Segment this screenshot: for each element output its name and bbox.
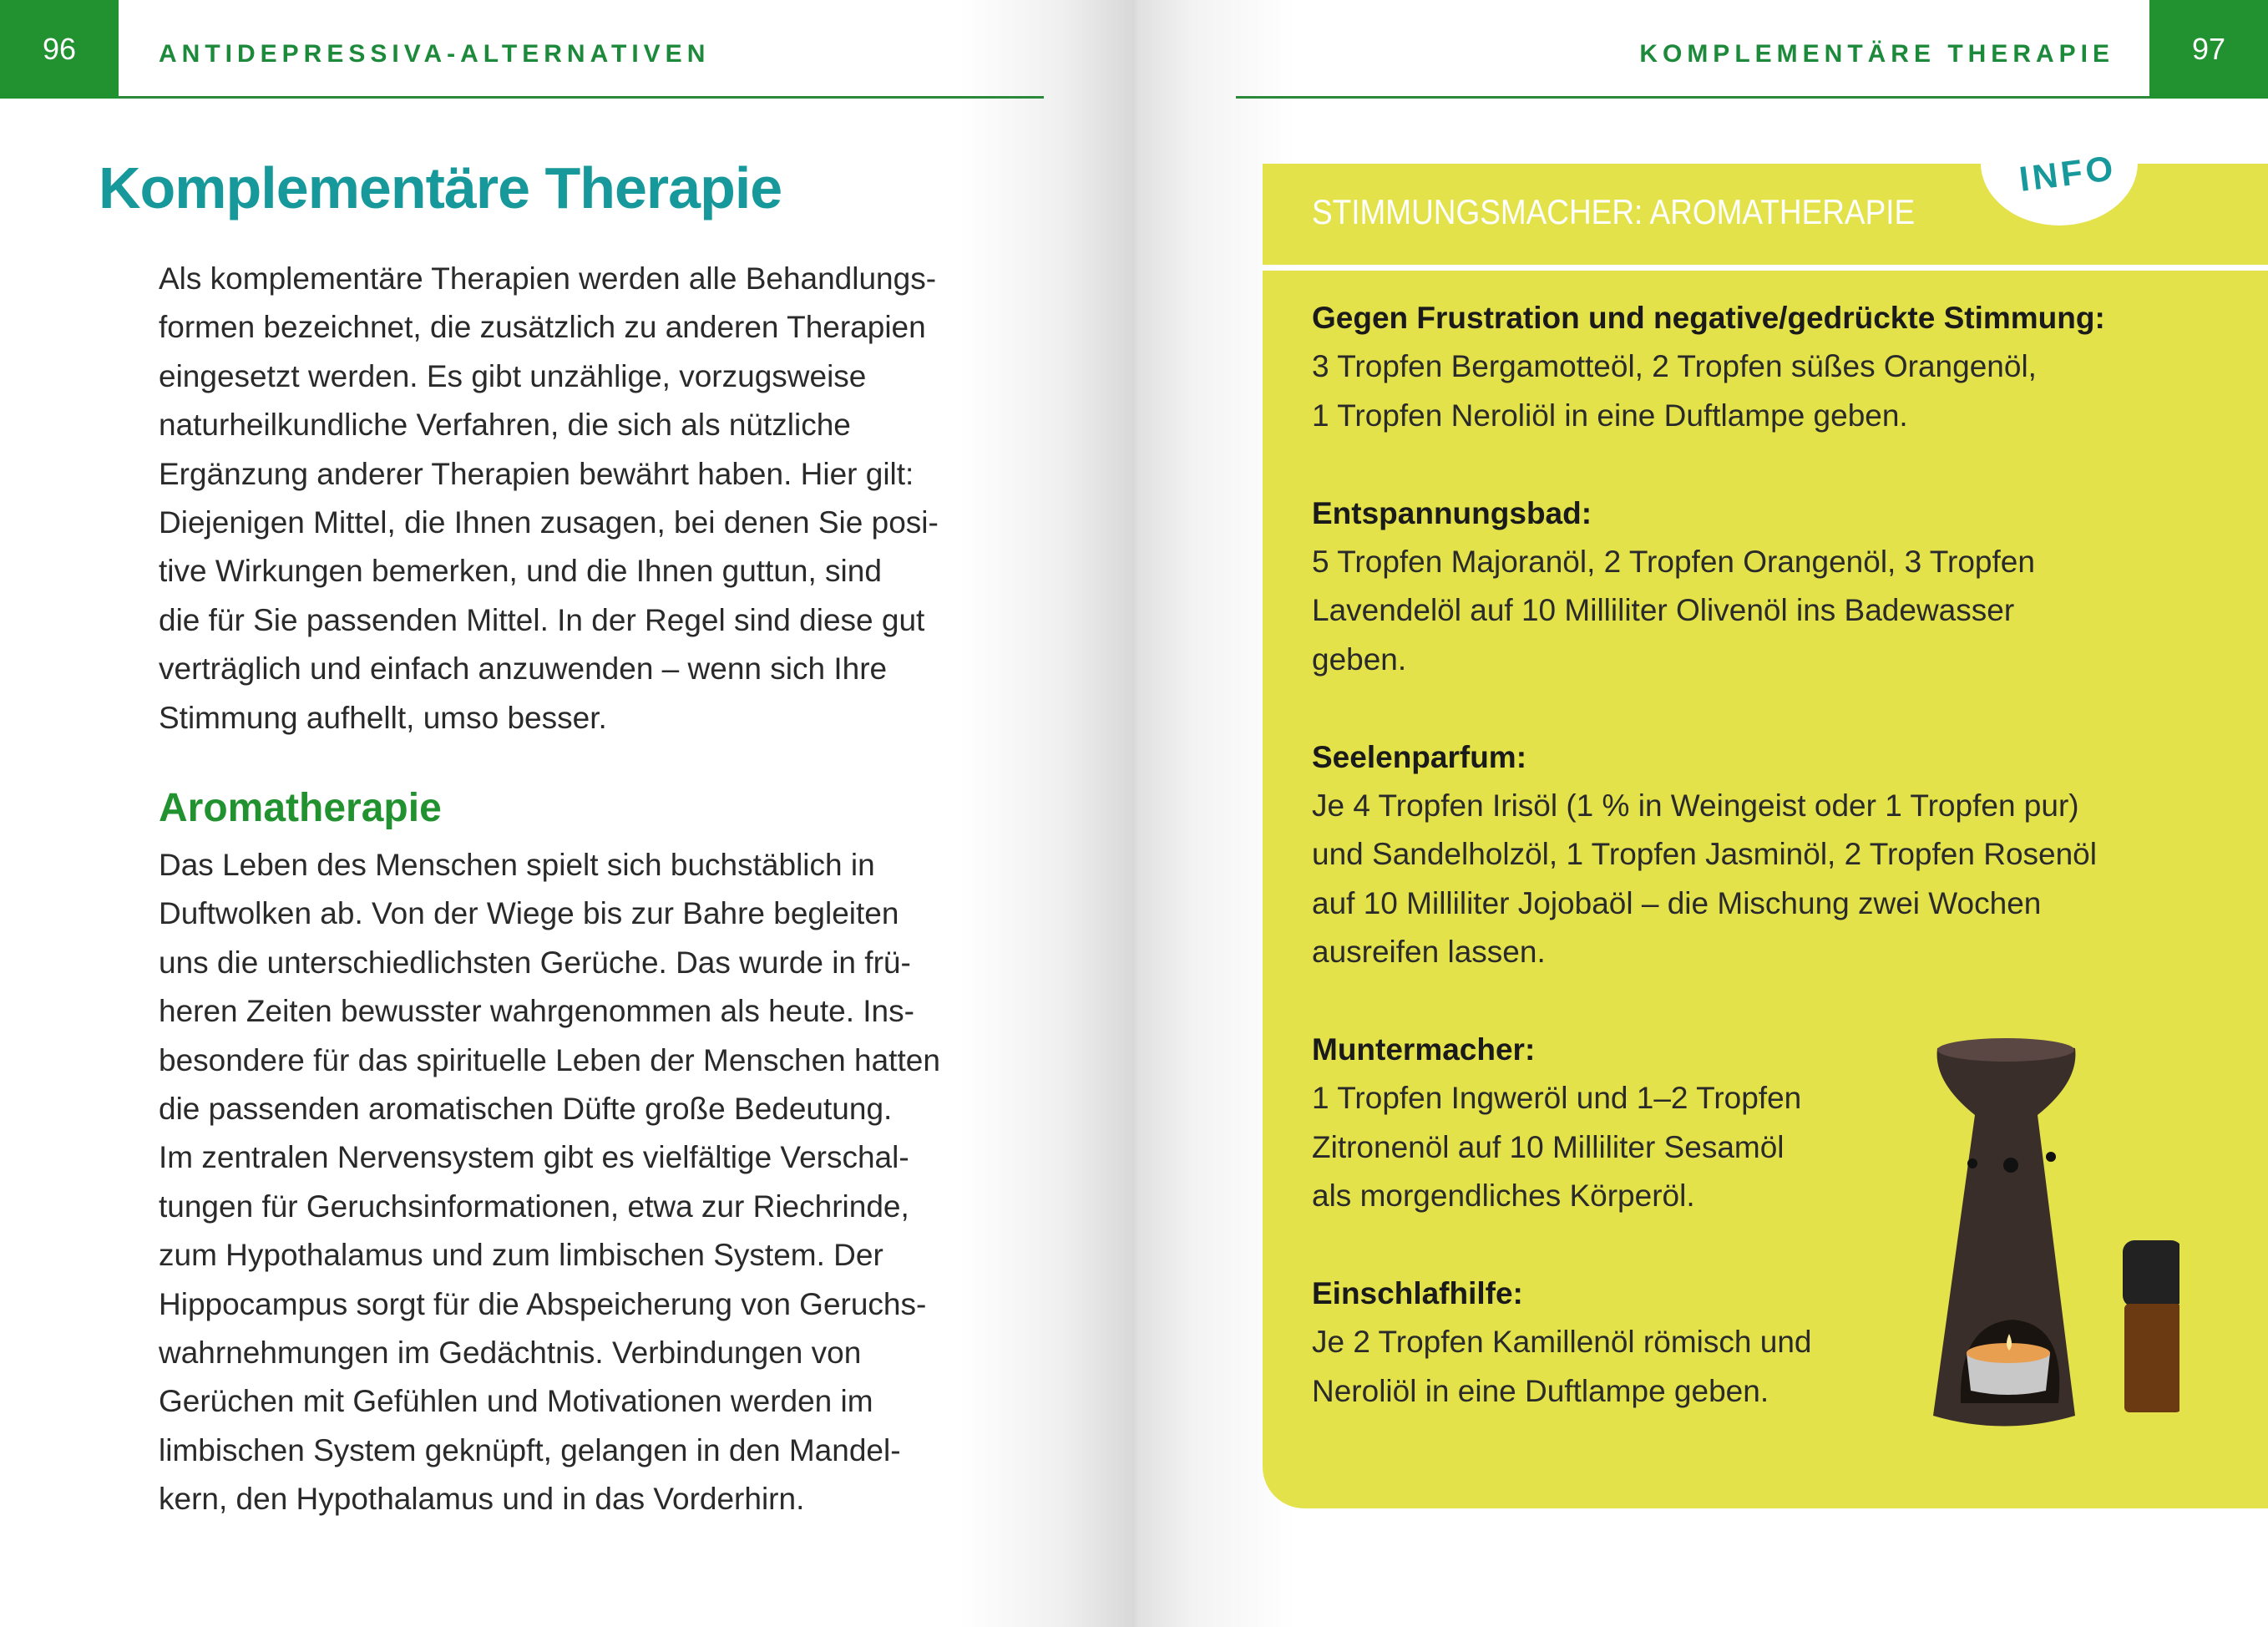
text-line: zum Hypothalamus und zum limbischen System. Der: [159, 1238, 883, 1273]
page-number-left: 96: [0, 0, 119, 99]
recipe-line: geben.: [1312, 641, 1407, 677]
recipe-line: Je 2 Tropfen Kamillenöl römisch und: [1312, 1325, 1812, 1360]
header-rule-right: [1236, 96, 2268, 99]
text-line: uns die unterschiedlichsten Gerüche. Das wurde in frü-: [159, 945, 911, 980]
running-head-right: KOMPLEMENTÄRE THERAPIE: [1639, 40, 2114, 68]
recipe-line: 5 Tropfen Majoranöl, 2 Tropfen Orangenöl, 3 Tropfen: [1312, 545, 2035, 580]
recipe-heading: Seelenparfum:: [1312, 739, 1527, 774]
info-box-title: STIMMUNGSMACHER: AROMATHERAPIE: [1312, 192, 1916, 231]
recipe-line: 3 Tropfen Bergamotteöl, 2 Tropfen süßes Orangenöl,: [1312, 349, 2037, 384]
text-line: kern, den Hypothalamus und in das Vorderhirn.: [159, 1482, 805, 1517]
header-rule-left: [0, 96, 1044, 99]
text-line: wahrnehmungen im Gedächtnis. Verbindungen von: [159, 1336, 862, 1371]
text-line: verträglich und einfach anzuwenden – wenn sich Ihre: [159, 651, 888, 687]
text-line: Im zentralen Nervensystem gibt es vielfältige Verschal-: [159, 1140, 909, 1175]
aroma-lamp-photo: [1896, 1023, 2179, 1441]
recipe-line: 1 Tropfen Neroliöl in eine Duftlampe geben.: [1312, 398, 1908, 433]
text-line: die passenden aromatischen Düfte große Bedeutung.: [159, 1092, 893, 1127]
recipe-line: auf 10 Milliliter Jojobaöl – die Mischung zwei Wochen: [1312, 885, 2042, 920]
text-line: eingesetzt werden. Es gibt unzählige, vorzugsweise: [159, 358, 867, 393]
text-line: heren Zeiten bewusster wahrgenommen als heute. Ins-: [159, 994, 914, 1029]
text-line: die für Sie passenden Mittel. In der Regel sind diese gut: [159, 602, 925, 637]
recipe-heading: Gegen Frustration und negative/gedrückte Stimmung:: [1312, 301, 2105, 335]
text-line: Duftwolken ab. Von der Wiege bis zur Bahre begleiten: [159, 896, 899, 931]
subheading-aromatherapie: Aromatherapie: [159, 786, 442, 830]
info-badge-label: INFO: [2017, 148, 2119, 199]
info-badge: [1981, 100, 2138, 226]
intro-paragraph: [159, 255, 1019, 743]
text-line: Gerüchen mit Gefühlen und Motivationen werden im: [159, 1384, 873, 1419]
oil-burner-icon: [1933, 1038, 2075, 1427]
page-number-right: 97: [2149, 0, 2268, 99]
text-line: tungen für Geruchsinformationen, etwa zur Riechrinde,: [159, 1189, 909, 1224]
text-line: Stimmung aufhellt, umso besser.: [159, 700, 607, 735]
recipe-line: Neroliöl in eine Duftlampe geben.: [1312, 1373, 1769, 1408]
recipe-line: Je 4 Tropfen Irisöl (1 % in Weingeist oder 1 Tropfen pur): [1312, 788, 2079, 824]
text-line: Hippocampus sorgt für die Abspeicherung von Geruchs-: [159, 1286, 927, 1321]
recipe-item: [1312, 733, 2105, 977]
recipe-heading: Muntermacher:: [1312, 1032, 1536, 1067]
recipe-line: Zitronenöl auf 10 Milliliter Sesamöl: [1312, 1129, 1785, 1164]
text-line: besondere für das spirituelle Leben der Menschen hatten: [159, 1042, 940, 1077]
aroma-paragraph: [159, 841, 1019, 1524]
recipe-heading: Einschlafhilfe:: [1312, 1276, 1523, 1311]
recipe-heading: Entspannungsbad:: [1312, 495, 1592, 530]
page-title: Komplementäre Therapie: [99, 155, 782, 220]
text-line: Das Leben des Menschen spielt sich buchstäblich in: [159, 848, 875, 882]
recipe-line: und Sandelholzöl, 1 Tropfen Jasminöl, 2 Tropfen Rosenöl: [1312, 837, 2097, 872]
recipe-line: ausreifen lassen.: [1312, 935, 1546, 970]
oil-bottle-icon: [2123, 1240, 2179, 1412]
text-line: Ergänzung anderer Therapien bewährt haben. Hier gilt:: [159, 456, 914, 491]
text-line: limbischen System geknüpft, gelangen in den Mandel-: [159, 1432, 901, 1467]
recipe-item: [1312, 294, 2105, 440]
text-line: naturheilkundliche Verfahren, die sich als nützliche: [159, 408, 851, 443]
running-head-left: ANTIDEPRESSIVA-ALTERNATIVEN: [159, 40, 711, 68]
text-line: formen bezeichnet, die zusätzlich zu anderen Therapien: [159, 310, 926, 345]
text-line: Diejenigen Mittel, die Ihnen zusagen, bei denen Sie posi-: [159, 505, 939, 540]
recipe-line: Lavendelöl auf 10 Milliliter Olivenöl ins Badewasser: [1312, 593, 2015, 628]
text-line: tive Wirkungen bemerken, und die Ihnen guttun, sind: [159, 554, 882, 589]
text-line: Als komplementäre Therapien werden alle Behandlungs-: [159, 261, 937, 296]
recipe-line: als morgendliches Körperöl.: [1312, 1178, 1695, 1214]
recipe-line: 1 Tropfen Ingweröl und 1–2 Tropfen: [1312, 1081, 1802, 1116]
recipe-item: [1312, 489, 2105, 685]
